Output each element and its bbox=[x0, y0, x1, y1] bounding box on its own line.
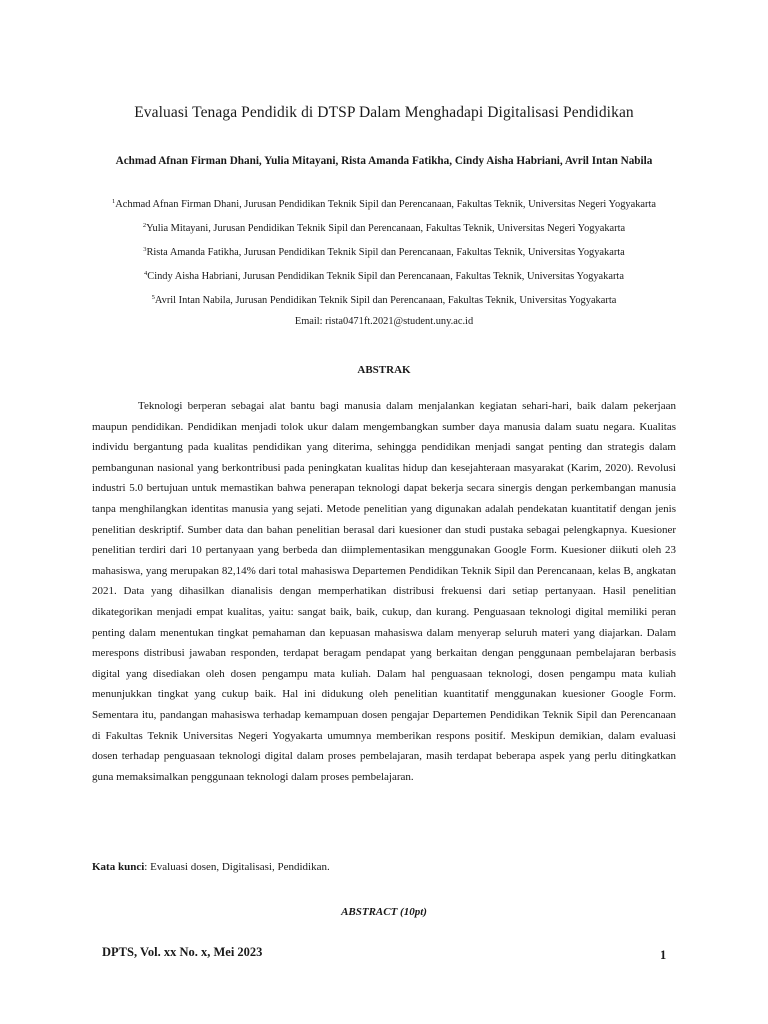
affiliation-4 bbox=[96, 263, 672, 287]
keywords-text: : Evaluasi dosen, Digitalisasi, Pendidikan. bbox=[144, 861, 330, 873]
affiliation-text: Rista Amanda Fatikha, Jurusan Pendidikan Teknik Sipil dan Perencanaan, Fakultas Teknik, Universitas Yogyakarta bbox=[146, 247, 625, 258]
affiliation-3 bbox=[96, 239, 672, 263]
keywords bbox=[92, 861, 676, 873]
affiliation-5 bbox=[96, 287, 672, 311]
affiliation-number: 4 bbox=[144, 270, 148, 277]
paper-title: Evaluasi Tenaga Pendidik di DTSP Dalam Menghadapi Digitalisasi Pendidikan bbox=[134, 104, 634, 121]
author-list: Achmad Afnan Firman Dhani, Yulia Mitayani, Rista Amanda Fatikha, Cindy Aisha Habriani, Avril Intan Nabila bbox=[115, 155, 653, 167]
affiliation-number: 5 bbox=[151, 294, 155, 301]
affiliation-text: Avril Intan Nabila, Jurusan Pendidikan Teknik Sipil dan Perencanaan, Fakultas Teknik, Universitas Yogyakarta bbox=[154, 295, 617, 306]
affiliation-text: Yulia Mitayani, Jurusan Pendidikan Teknik Sipil dan Perencanaan, Fakultas Teknik, Universitas Negeri Yogyakarta bbox=[146, 223, 626, 234]
journal-footer: DPTS, Vol. xx No. x, Mei 2023 bbox=[102, 945, 263, 959]
page-number: 1 bbox=[660, 948, 667, 962]
affiliation-list bbox=[96, 191, 672, 332]
abstract-body: Teknologi berperan sebagai alat bantu bagi manusia dalam menjalankan kegiatan sehari-hari, baik dalam pekerjaan maupun pendidikan. Pendidikan menjadi tolok ukur dalam mengembangkan sumber daya manusia dalam suatu negara. Kualitas individu bergantung pada kualitas pendidikan yang diterima, sehingga pendidikan menjadi sangat penting dan strategis dalam pembangunan nasional yang berkontribusi pada peningkatan kualitas hidup dan kesejahteraan masyarakat (Karim, 2020). Revolusi industri 5.0 bertujuan untuk memastikan bahwa penerapan teknologi dapat bekerja secara sinergis dengan perkembangan manusia tanpa menghilangkan identitas manusia yang sejati. Metode penelitian yang digunakan adalah pendekatan kuantitatif dengan jenis penelitian deskriptif. Sumber data dan bahan penelitian berasal dari kuesioner dan studi pustaka sebagai pelengkapnya. Kuesioner penelitian terdiri dari 10 pertanyaan yang berbeda dan diimplementasikan menggunakan Google Form. Kuesioner diikuti oleh 23 mahasiswa, yang merupakan 82,14% dari total mahasiswa Departemen Pendidikan Teknik Sipil dan Perencanaan, kelas B, angkatan 2021. Data yang dihasilkan dianalisis dengan memperhatikan distribusi frekuensi dari setiap pertanyaan. Hasil penelitian dikategorikan menjadi empat kualitas, yaitu: sangat baik, baik, cukup, dan kurang. Penguasaan teknologi digital memiliki peran penting dalam menentukan tingkat pemahaman dan kepuasan mahasiswa dalam menyerap seluruh materi yang diajarkan. Dalam merespons distribusi jawaban responden, terdapat beragam pendapat yang berkaitan dengan penggunaan pembelajaran berbasis digital yang disediakan oleh dosen pengampu mata kuliah. Dalam hal penguasaan teknologi, dosen pengampu mata kuliah menunjukkan tingkat yang cukup baik. Hal ini didukung oleh penelitian kuantitatif menggunakan kuesioner Google Form. Sementara itu, pandangan mahasiswa terhadap kemampuan dosen pengajar Departemen Pendidikan Teknik Sipil dan Perencanaan di Fakultas Teknik Universitas Negeri Yogyakarta umumnya memberikan respons positif. Meskipun demikian, dalam evaluasi dosen terhadap penguasaan teknologi digital dalam proses pembelajaran, masih terdapat beberapa aspek yang perlu ditingkatkan guna memaksimalkan penggunaan teknologi dalam proses pembelajaran. bbox=[92, 400, 676, 783]
affiliation-text: Cindy Aisha Habriani, Jurusan Pendidikan Teknik Sipil dan Perencanaan, Fakultas Teknik, Universitas Yogyakarta bbox=[147, 271, 624, 282]
affiliation-2 bbox=[96, 215, 672, 239]
affiliation-text: Achmad Afnan Firman Dhani, Jurusan Pendidikan Teknik Sipil dan Perencanaan, Fakultas Teknik, Universitas Negeri Yogyakarta bbox=[115, 199, 656, 210]
author-email[interactable]: Email: rista0471ft.2021@student.uny.ac.id bbox=[294, 316, 474, 327]
affiliation-number: 2 bbox=[142, 222, 147, 229]
abstract-en-heading: ABSTRACT (10pt) bbox=[341, 906, 427, 918]
abstract-heading: ABSTRAK bbox=[357, 364, 411, 376]
affiliation-number: 3 bbox=[143, 246, 147, 253]
affiliation-number: 1 bbox=[112, 198, 116, 205]
keywords-label: Kata kunci bbox=[92, 861, 145, 873]
affiliation-1 bbox=[96, 191, 672, 215]
